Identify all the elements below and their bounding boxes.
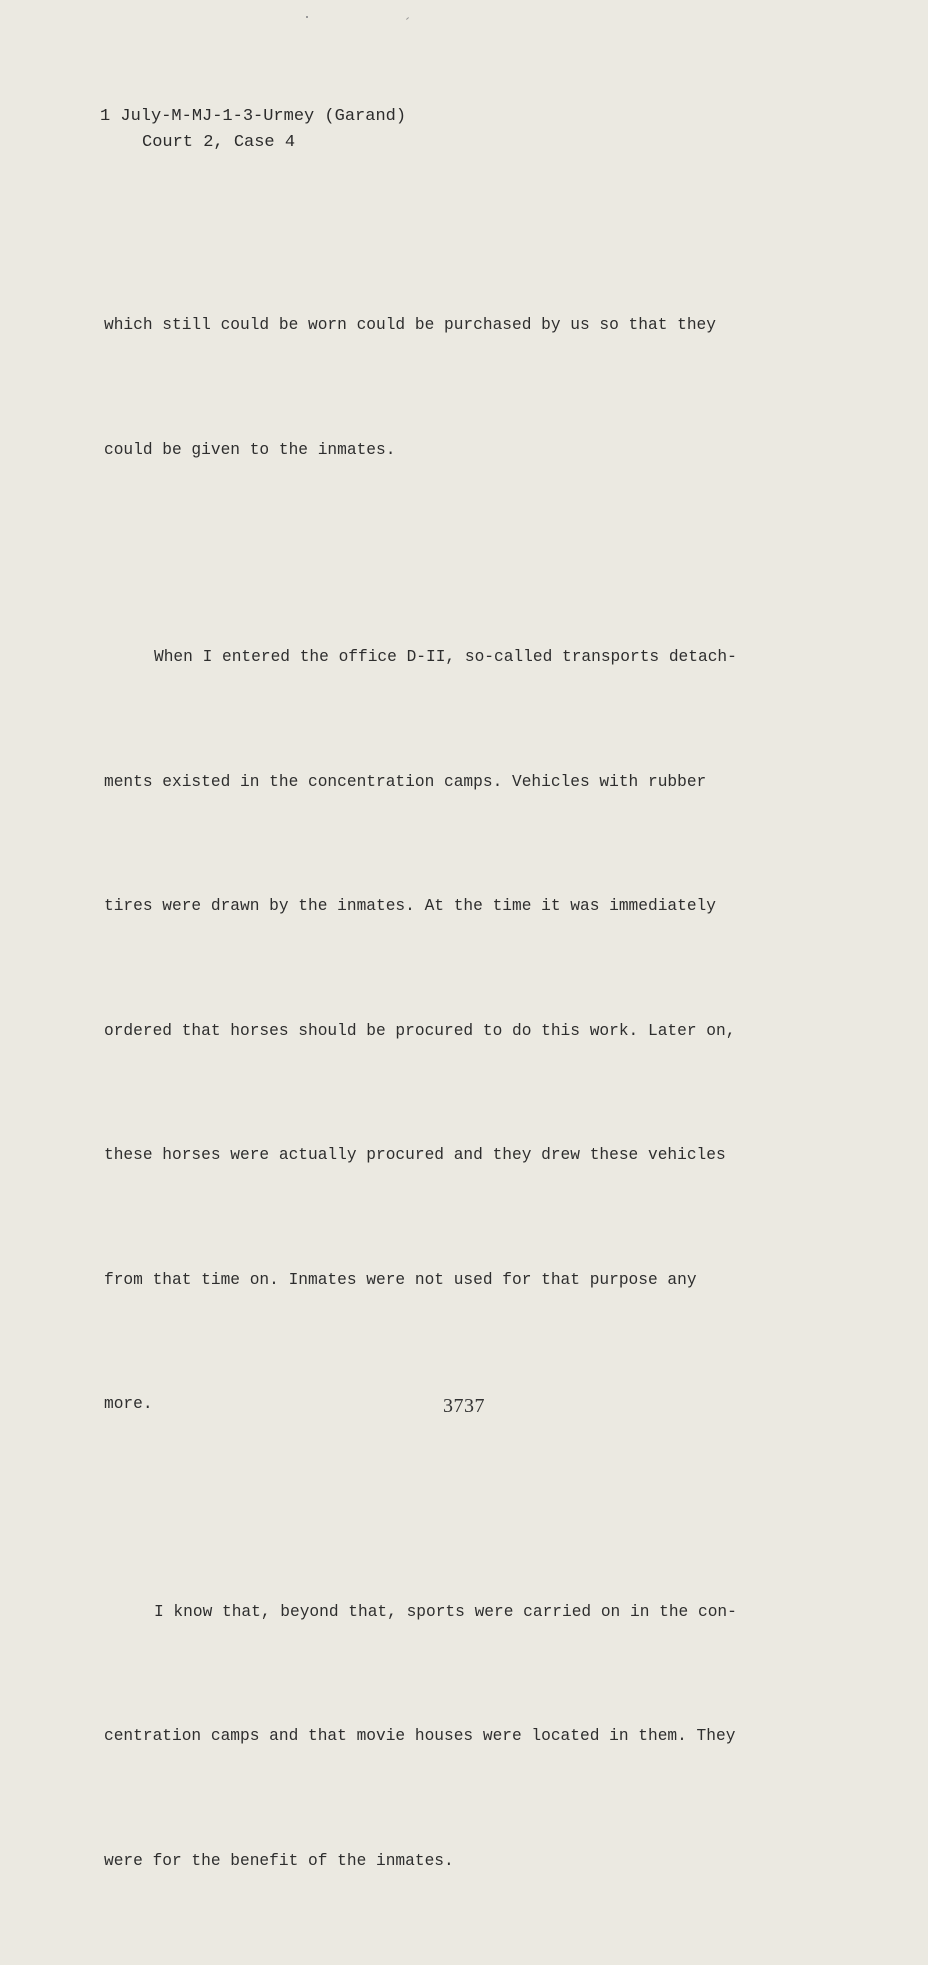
text-line: centration camps and that movie houses were located in them. They [104, 1716, 794, 1758]
paragraph-3 [104, 1509, 794, 1965]
text-line: tires were drawn by the inmates. At the time it was immediately [104, 886, 794, 928]
text-line: from that time on. Inmates were not used for that purpose any [104, 1260, 794, 1302]
paragraph-2 [104, 554, 794, 1509]
paper-speck [306, 16, 308, 18]
text-line: ments existed in the concentration camps. Vehicles with rubber [104, 762, 794, 804]
page-number: 3737 [0, 1395, 928, 1418]
text-line: more. [104, 1384, 794, 1426]
paragraph-1 [104, 222, 794, 554]
document-header [100, 104, 406, 156]
text-line: were for the benefit of the inmates. [104, 1841, 794, 1883]
text-line: I know that, beyond that, sports were carried on in the con- [104, 1592, 794, 1634]
text-line: which still could be worn could be purchased by us so that they [104, 305, 794, 347]
text-line: these horses were actually procured and they drew these vehicles [104, 1135, 794, 1177]
text-line: could be given to the inmates. [104, 430, 794, 472]
paper-speck [406, 17, 409, 20]
header-court-case-line: Court 2, Case 4 [100, 130, 406, 156]
header-reference-line: 1 July-M-MJ-1-3-Urmey (Garand) [100, 104, 406, 130]
text-line: When I entered the office D-II, so-called transports detach- [104, 637, 794, 679]
body-text [104, 222, 794, 1965]
text-line: ordered that horses should be procured to do this work. Later on, [104, 1011, 794, 1053]
